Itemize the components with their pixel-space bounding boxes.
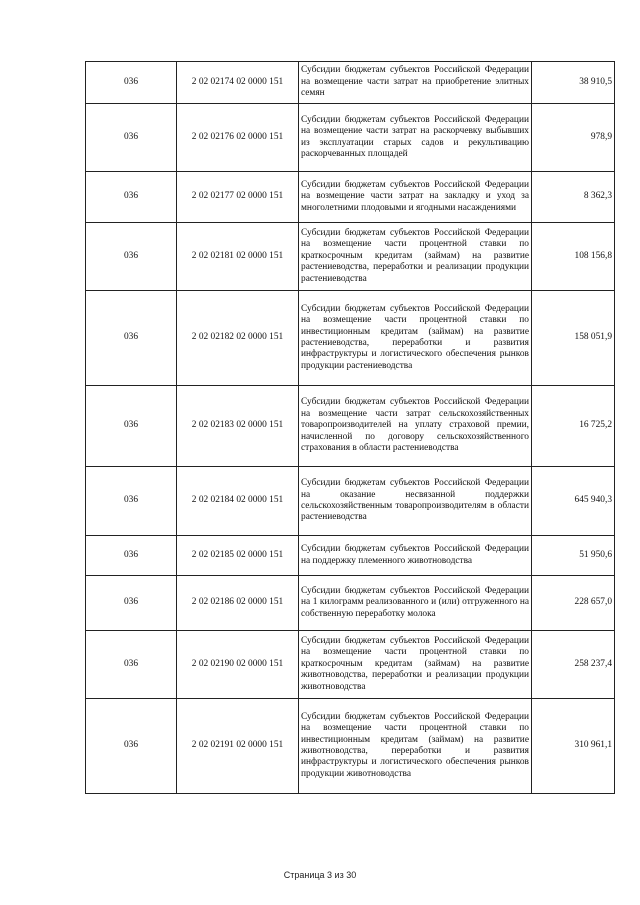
admin-code-cell: 036 (86, 62, 177, 104)
amount-cell: 158 051,9 (532, 291, 615, 386)
table-row (86, 172, 615, 223)
admin-code-cell: 036 (86, 104, 177, 172)
table-row (86, 386, 615, 467)
admin-code-cell: 036 (86, 386, 177, 467)
revenue-name-cell: Субсидии бюджетам субъектов Российской Федерации на возмещение части процентной ставки по краткосрочным кредитам (займам) на развитие растениеводства, переработки и реализации продукции растениеводства (299, 223, 532, 291)
table-row (86, 536, 615, 576)
revenue-table (85, 61, 615, 794)
table-row (86, 62, 615, 104)
admin-code-cell: 036 (86, 291, 177, 386)
table-row (86, 467, 615, 536)
revenue-name-cell: Субсидии бюджетам субъектов Российской Федерации на возмещение части затрат на закладку и уход за многолетними плодовыми и ягодными насаждениями (299, 172, 532, 223)
budget-code-cell: 2 02 02182 02 0000 151 (177, 291, 299, 386)
table-row (86, 291, 615, 386)
amount-cell: 108 156,8 (532, 223, 615, 291)
revenue-table-body (86, 62, 615, 794)
revenue-name-cell: Субсидии бюджетам субъектов Российской Федерации на возмещение части затрат на приобретение элитных семян (299, 62, 532, 104)
budget-code-cell: 2 02 02191 02 0000 151 (177, 699, 299, 794)
budget-code-cell: 2 02 02183 02 0000 151 (177, 386, 299, 467)
revenue-name-cell: Субсидии бюджетам субъектов Российской Федерации на возмещение части процентной ставки по инвестиционным кредитам (займам) на развитие растениеводства, переработки и развития инфраструктуры и логистического обеспечения рынков продукции растениеводства (299, 291, 532, 386)
revenue-name-cell: Субсидии бюджетам субъектов Российской Федерации на поддержку племенного животноводства (299, 536, 532, 576)
budget-code-cell: 2 02 02177 02 0000 151 (177, 172, 299, 223)
amount-cell: 16 725,2 (532, 386, 615, 467)
revenue-name-cell: Субсидии бюджетам субъектов Российской Федерации на возмещение части затрат сельскохозяйственных товаропроизводителей на уплату страховой премии, начисленной по договору сельскохозяйственного страхования в области растениеводства (299, 386, 532, 467)
amount-cell: 258 237,4 (532, 631, 615, 699)
budget-code-cell: 2 02 02181 02 0000 151 (177, 223, 299, 291)
admin-code-cell: 036 (86, 223, 177, 291)
budget-code-cell: 2 02 02185 02 0000 151 (177, 536, 299, 576)
admin-code-cell: 036 (86, 536, 177, 576)
revenue-name-cell: Субсидии бюджетам субъектов Российской Федерации на возмещение части процентной ставки по краткосрочным кредитам (займам) на развитие животноводства, переработки и реализации продукции животноводства (299, 631, 532, 699)
table-row (86, 576, 615, 631)
budget-code-cell: 2 02 02176 02 0000 151 (177, 104, 299, 172)
budget-code-cell: 2 02 02174 02 0000 151 (177, 62, 299, 104)
revenue-name-cell: Субсидии бюджетам субъектов Российской Федерации на возмещение части затрат на раскорчевку выбывших из эксплуатации старых садов и рекультивацию раскорчеванных площадей (299, 104, 532, 172)
budget-code-cell: 2 02 02190 02 0000 151 (177, 631, 299, 699)
table-row (86, 104, 615, 172)
amount-cell: 645 940,3 (532, 467, 615, 536)
amount-cell: 228 657,0 (532, 576, 615, 631)
amount-cell: 978,9 (532, 104, 615, 172)
page-number: Страница 3 из 30 (283, 870, 357, 880)
admin-code-cell: 036 (86, 576, 177, 631)
admin-code-cell: 036 (86, 467, 177, 536)
admin-code-cell: 036 (86, 172, 177, 223)
revenue-name-cell: Субсидии бюджетам субъектов Российской Федерации на возмещение части процентной ставки по инвестиционным кредитам (займам) на развитие животноводства, переработки и развития инфраструктуры и логистического обеспечения рынков продукции животноводства (299, 699, 532, 794)
admin-code-cell: 036 (86, 631, 177, 699)
amount-cell: 310 961,1 (532, 699, 615, 794)
table-row (86, 699, 615, 794)
amount-cell: 51 950,6 (532, 536, 615, 576)
table-row (86, 223, 615, 291)
budget-code-cell: 2 02 02184 02 0000 151 (177, 467, 299, 536)
budget-code-cell: 2 02 02186 02 0000 151 (177, 576, 299, 631)
amount-cell: 38 910,5 (532, 62, 615, 104)
table-row (86, 631, 615, 699)
revenue-name-cell: Субсидии бюджетам субъектов Российской Федерации на оказание несвязанной поддержки сельскохозяйственным товаропроизводителям в области растениеводства (299, 467, 532, 536)
amount-cell: 8 362,3 (532, 172, 615, 223)
revenue-name-cell: Субсидии бюджетам субъектов Российской Федерации на 1 килограмм реализованного и (или) отгруженного на собственную переработку молока (299, 576, 532, 631)
admin-code-cell: 036 (86, 699, 177, 794)
